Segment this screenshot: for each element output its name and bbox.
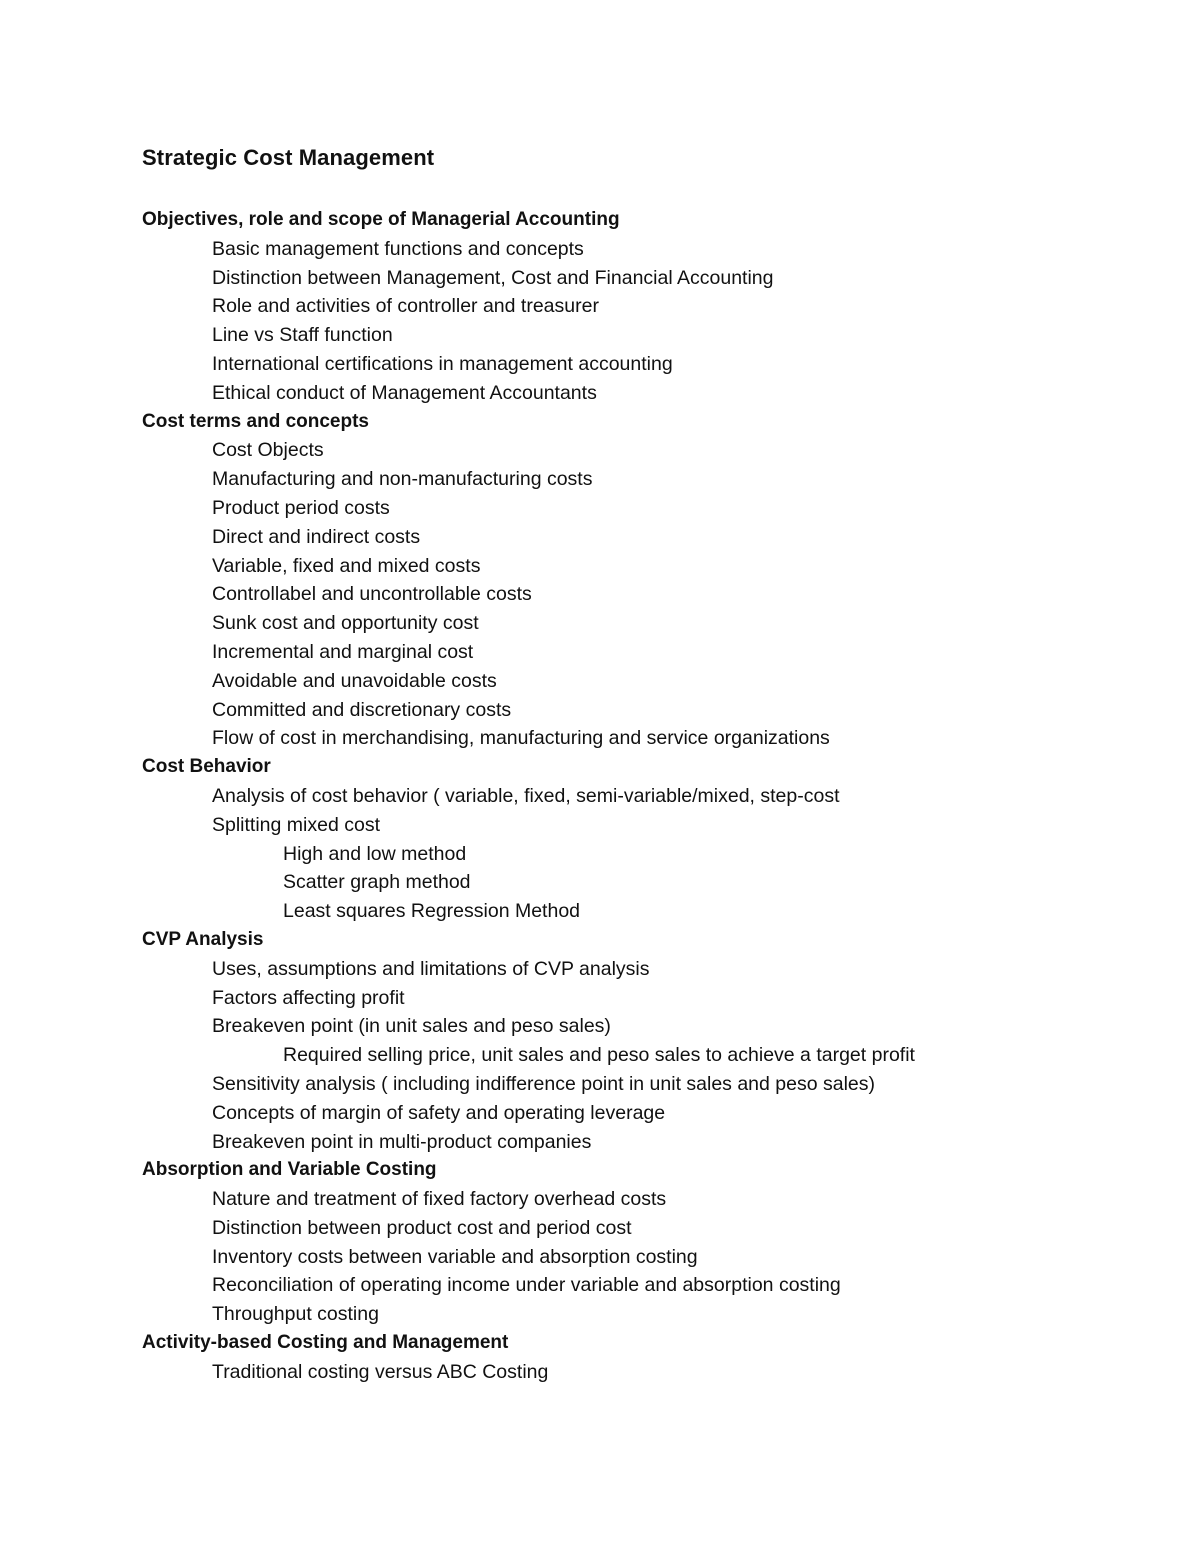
topic-item: Line vs Staff function <box>212 324 393 347</box>
topic-item: Incremental and marginal cost <box>212 640 474 663</box>
topic-item: Breakeven point in multi-product companies <box>212 1130 592 1153</box>
subtopic-item: Least squares Regression Method <box>283 900 581 923</box>
outline-section <box>142 1329 1152 1387</box>
topic-item: Manufacturing and non-manufacturing costs <box>212 468 593 491</box>
outline-section <box>142 408 1152 754</box>
topic-item: International certifications in management accounting <box>212 352 673 375</box>
topic-item: Throughput costing <box>212 1303 379 1326</box>
topic-item: Distinction between product cost and period cost <box>212 1216 632 1239</box>
topic-item: Ethical conduct of Management Accountants <box>212 381 597 404</box>
subtopic-item: Scatter graph method <box>283 871 471 894</box>
topic-item: Uses, assumptions and limitations of CVP analysis <box>212 957 650 980</box>
topic-item: Sunk cost and opportunity cost <box>212 612 479 635</box>
topic-item: Splitting mixed cost <box>212 813 380 836</box>
topic-item: Breakeven point (in unit sales and peso sales) <box>212 1015 611 1038</box>
document-page <box>142 141 1152 1387</box>
topic-item: Nature and treatment of fixed factory overhead costs <box>212 1188 667 1211</box>
section-heading: Cost Behavior <box>142 756 271 778</box>
topic-item: Basic management functions and concepts <box>212 237 584 260</box>
section-heading: Cost terms and concepts <box>142 410 369 432</box>
topic-item: Sensitivity analysis ( including indifference point in unit sales and peso sales) <box>212 1072 876 1095</box>
topic-item: Factors affecting profit <box>212 986 405 1009</box>
topic-item: Inventory costs between variable and absorption costing <box>212 1245 698 1268</box>
topic-item: Variable, fixed and mixed costs <box>212 554 481 577</box>
topic-item: Direct and indirect costs <box>212 525 421 548</box>
outline-sections <box>142 206 1152 1387</box>
section-heading: Absorption and Variable Costing <box>142 1159 437 1181</box>
topic-item: Role and activities of controller and treasurer <box>212 295 599 318</box>
topic-item: Controllabel and uncontrollable costs <box>212 583 532 606</box>
outline-section <box>142 1156 1152 1329</box>
topic-item: Flow of cost in merchandising, manufacturing and service organizations <box>212 727 830 750</box>
topic-item: Analysis of cost behavior ( variable, fixed, semi-variable/mixed, step-cost <box>212 784 840 807</box>
outline-section <box>142 753 1152 926</box>
topic-item: Product period costs <box>212 496 390 519</box>
section-heading: Objectives, role and scope of Managerial Accounting <box>142 209 620 230</box>
topic-item: Distinction between Management, Cost and Financial Accounting <box>212 266 774 289</box>
section-heading: Activity-based Costing and Management <box>142 1332 509 1354</box>
topic-item: Committed and discretionary costs <box>212 698 512 721</box>
outline-section <box>142 206 1152 408</box>
section-heading: CVP Analysis <box>142 928 264 950</box>
document-title: Strategic Cost Management <box>142 145 435 170</box>
topic-item: Concepts of margin of safety and operating leverage <box>212 1101 666 1124</box>
subtopic-item: High and low method <box>283 842 467 865</box>
topic-item: Traditional costing versus ABC Costing <box>212 1360 549 1383</box>
topic-item: Cost Objects <box>212 439 324 462</box>
topic-item: Avoidable and unavoidable costs <box>212 669 497 692</box>
outline-section <box>142 926 1152 1156</box>
topic-item: Reconciliation of operating income under variable and absorption costing <box>212 1274 841 1297</box>
subtopic-item: Required selling price, unit sales and peso sales to achieve a target profit <box>283 1044 915 1067</box>
